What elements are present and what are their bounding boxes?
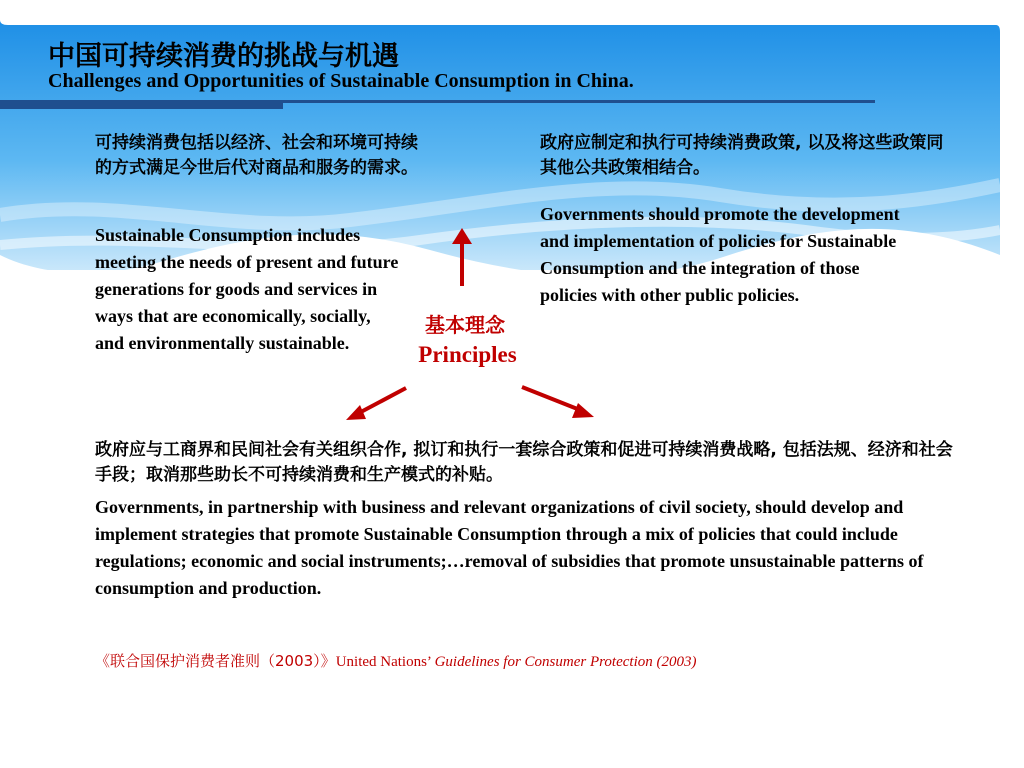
citation-zh: 《联合国保护消费者准则（2003）》: [95, 652, 336, 670]
citation-en-italic: Guidelines for Consumer Protection (2003): [434, 654, 697, 670]
page-title-en: Challenges and Opportunities of Sustainable Consumption in China.: [48, 70, 634, 92]
right-policy-en: Governments should promote the development and implementation of policies for Sustainable Consumption and the integration of those policies with other public policies.: [540, 204, 900, 305]
source-citation: [95, 650, 975, 671]
right-policy-zh: 政府应制定和执行可持续消费政策, 以及将这些政策同其他公共政策相结合。: [540, 133, 944, 178]
arrow-up-icon: [452, 228, 472, 286]
arrow-down-right-icon: [522, 387, 594, 418]
citation-en-plain: United Nations’: [335, 654, 435, 670]
arrow-down-left-icon: [346, 388, 406, 420]
partnership-text-en: Governments, in partnership with business and relevant organizations of civil society, should develop and implement strategies that promote Sustainable Consumption through a mix of policies that could include regulations; economic and social instruments;…removal of subsidies that promote unsustainable patterns of consumption and production.: [95, 497, 924, 598]
title-underline-thin: [283, 100, 875, 103]
principles-label-en: Principles: [418, 342, 517, 367]
partnership-text-zh: 政府应与工商界和民间社会有关组织合作, 拟订和执行一套综合政策和促进可持续消费战略, 包括法规、经济和社会手段；取消那些助长不可持续消费和生产模式的补贴。: [95, 440, 953, 485]
principles-label-zh: 基本理念: [425, 313, 505, 337]
title-underline-thick: [0, 100, 283, 109]
left-definition-zh: 可持续消费包括以经济、社会和环境可持续的方式满足今世后代对商品和服务的需求。: [95, 133, 418, 178]
page-title-zh: 中国可持续消费的挑战与机遇: [48, 41, 399, 72]
left-definition-en: Sustainable Consumption includes meeting the needs of present and future generations for goods and services in ways that are economically, socially, and environmentally sustainable.: [95, 225, 399, 353]
